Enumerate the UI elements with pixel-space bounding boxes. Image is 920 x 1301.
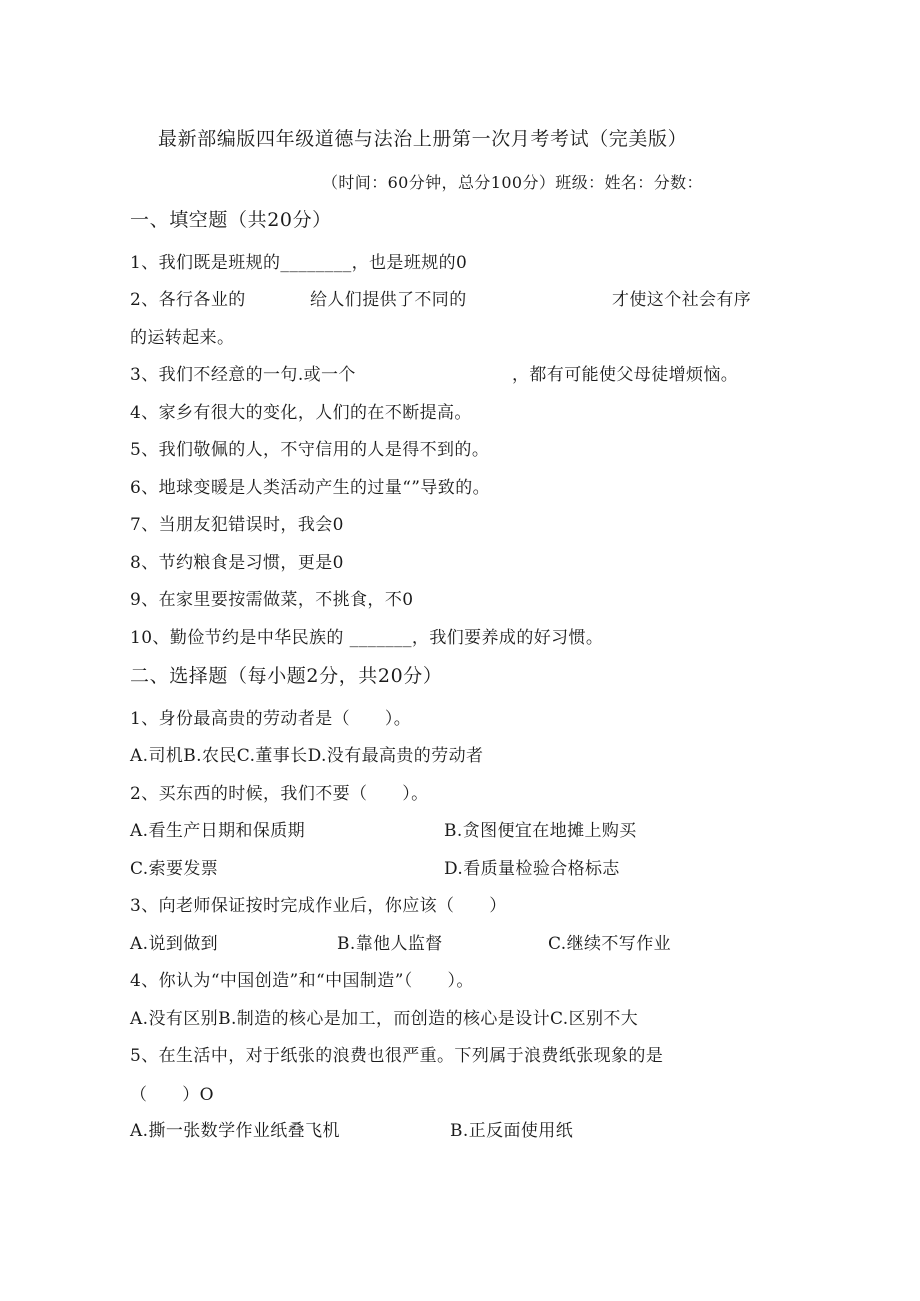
fill-question-4: 4、家乡有很大的变化，人们的在不断提高。 <box>130 403 472 423</box>
choice-question-5-stem: 5、在生活中，对于纸张的浪费也很严重。下列属于浪费纸张现象的是 <box>130 1046 664 1066</box>
choice-question-4-stem: 4、你认为“中国创造”和“中国制造”（ ）。 <box>130 971 474 991</box>
choice-question-3-option-b: B.靠他人监督 <box>337 934 443 954</box>
choice-question-2-option-c: C.索要发票 <box>130 859 219 879</box>
choice-question-2-stem: 2、买东西的时候，我们不要（ ）。 <box>130 784 429 804</box>
section-heading-choice: 二、选择题（每小题2分，共20分） <box>130 665 443 687</box>
fill-question-8: 8、节约粮食是习惯，更是0 <box>130 553 344 573</box>
choice-question-5-option-b: B.正反面使用纸 <box>450 1121 574 1141</box>
choice-question-2-option-d: D.看质量检验合格标志 <box>444 859 620 879</box>
fill-question-1: 1、我们既是班规的________，也是班规的0 <box>130 253 468 273</box>
choice-question-5-answer-paren: （ ）O <box>130 1085 214 1105</box>
choice-question-1-stem: 1、身份最高贵的劳动者是（ ）。 <box>130 709 412 729</box>
choice-question-4-options: A.没有区别B.制造的核心是加工，而创造的核心是设计C.区别不大 <box>130 1009 639 1029</box>
fill-question-10: 10、勤俭节约是中华民族的 _______，我们要养成的好习惯。 <box>130 628 604 648</box>
section-heading-fill-blank: 一、填空题（共20分） <box>130 209 332 231</box>
fill-question-2-part3: 才使这个社会有序 <box>612 290 752 310</box>
choice-question-1-options: A.司机B.农民C.董事长D.没有最高贵的劳动者 <box>130 746 484 766</box>
choice-question-3-option-a: A.说到做到 <box>130 934 219 954</box>
choice-question-2-option-b: B.贪图便宜在地摊上购买 <box>444 821 637 841</box>
choice-question-3-stem: 3、向老师保证按时完成作业后，你应该（ ） <box>130 896 507 916</box>
choice-question-5-option-a: A.撕一张数学作业纸叠飞机 <box>130 1121 340 1141</box>
choice-question-2-option-a: A.看生产日期和保质期 <box>130 821 306 841</box>
fill-question-6: 6、地球变暖是人类活动产生的过量“”导致的。 <box>130 478 490 498</box>
fill-question-2-continuation: 的运转起来。 <box>130 328 235 348</box>
fill-question-7: 7、当朋友犯错误时，我会0 <box>130 515 344 535</box>
fill-question-2-part2: 给人们提供了不同的 <box>310 290 467 310</box>
exam-meta-line: （时间：60分钟，总分100分）班级：姓名：分数： <box>322 173 703 192</box>
choice-question-3-option-c: C.继续不写作业 <box>548 934 672 954</box>
fill-question-9: 9、在家里要按需做菜，不挑食，不0 <box>130 590 414 610</box>
fill-question-3-part1: 3、我们不经意的一句.或一个 <box>130 365 356 385</box>
fill-question-3-part2: ，都有可能使父母徒增烦恼。 <box>512 365 739 385</box>
fill-question-5: 5、我们敬佩的人，不守信用的人是得不到的。 <box>130 440 490 460</box>
fill-question-2-part1: 2、各行各业的 <box>130 290 246 310</box>
exam-title: 最新部编版四年级道德与法治上册第一次月考考试（完美版） <box>158 128 688 150</box>
